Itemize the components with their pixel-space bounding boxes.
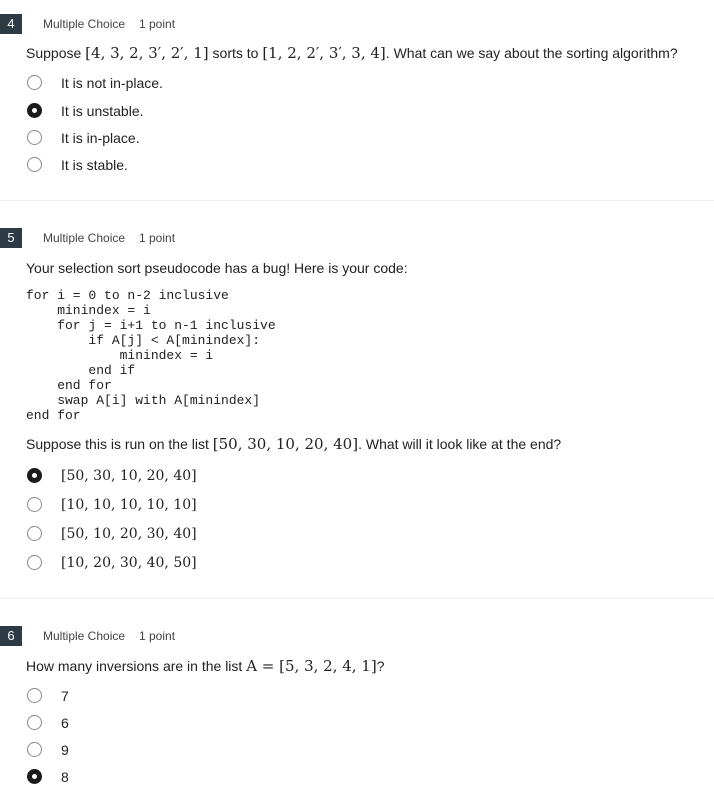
answer-label: 8 bbox=[61, 769, 69, 785]
answer-option[interactable] bbox=[26, 687, 426, 707]
radio-button[interactable] bbox=[27, 75, 42, 90]
question-number: 4 bbox=[0, 14, 22, 34]
answer-label: 7 bbox=[61, 688, 69, 704]
radio-button[interactable] bbox=[27, 497, 42, 512]
prompt-text: Suppose this is run on the list bbox=[26, 436, 213, 452]
answer-option[interactable] bbox=[26, 525, 426, 545]
question-4 bbox=[0, 14, 714, 173]
prompt-math-input: [4, 3, 2, 3′, 2′, 1] bbox=[85, 44, 209, 62]
radio-button-selected[interactable] bbox=[27, 103, 42, 118]
question-points: 1 point bbox=[139, 231, 176, 245]
answer-label: 9 bbox=[61, 742, 69, 758]
prompt-math: A = [5, 3, 2, 4, 1] bbox=[246, 657, 377, 675]
answer-label: It is unstable. bbox=[61, 103, 144, 119]
prompt-math-output: [1, 2, 2′, 3′, 3, 4] bbox=[262, 44, 386, 62]
prompt-text: How many inversions are in the list bbox=[26, 658, 247, 674]
prompt-text-end: . What will it look like at the end? bbox=[358, 436, 562, 452]
radio-button[interactable] bbox=[27, 526, 42, 541]
radio-button-selected[interactable] bbox=[27, 468, 42, 483]
question-prompt bbox=[26, 44, 678, 62]
radio-button[interactable] bbox=[27, 157, 42, 172]
answer-option[interactable] bbox=[26, 129, 426, 149]
question-type: Multiple Choice bbox=[43, 231, 126, 245]
answer-option[interactable] bbox=[26, 156, 426, 176]
answer-option[interactable] bbox=[26, 768, 426, 788]
radio-button[interactable] bbox=[27, 715, 42, 730]
question-divider bbox=[0, 598, 714, 599]
prompt-text-end: . What can we say about the sorting algorithm? bbox=[385, 45, 678, 61]
prompt-text-end: ? bbox=[376, 658, 385, 674]
question-6 bbox=[0, 626, 714, 785]
answer-label: [50, 30, 10, 20, 40] bbox=[61, 468, 197, 484]
prompt-text: Suppose bbox=[26, 45, 86, 61]
answer-label: 6 bbox=[61, 715, 69, 731]
question-number: 5 bbox=[0, 228, 22, 248]
answer-option[interactable] bbox=[26, 102, 426, 122]
prompt-math: [50, 30, 10, 20, 40] bbox=[212, 435, 359, 453]
question-5 bbox=[0, 228, 714, 571]
answer-label: [10, 10, 10, 10, 10] bbox=[61, 497, 197, 513]
answer-label: It is in-place. bbox=[61, 130, 140, 146]
answer-label: [50, 10, 20, 30, 40] bbox=[61, 526, 197, 542]
answer-option[interactable] bbox=[26, 741, 426, 761]
radio-button-selected[interactable] bbox=[27, 769, 42, 784]
question-prompt bbox=[26, 657, 385, 675]
question-intro: Your selection sort pseudocode has a bug! Here is your code: bbox=[26, 260, 408, 276]
answer-option[interactable] bbox=[26, 467, 426, 487]
question-header bbox=[0, 228, 714, 248]
question-type: Multiple Choice bbox=[43, 17, 126, 31]
answer-label: [10, 20, 30, 40, 50] bbox=[61, 555, 197, 571]
answer-option[interactable] bbox=[26, 496, 426, 516]
question-points: 1 point bbox=[139, 17, 176, 31]
answer-option[interactable] bbox=[26, 714, 426, 734]
question-number: 6 bbox=[0, 626, 22, 646]
question-header bbox=[0, 14, 714, 34]
radio-button[interactable] bbox=[27, 555, 42, 570]
question-points: 1 point bbox=[139, 629, 176, 643]
question-prompt bbox=[26, 435, 561, 453]
radio-button[interactable] bbox=[27, 130, 42, 145]
prompt-text-mid: sorts to bbox=[208, 45, 263, 61]
question-header bbox=[0, 626, 714, 646]
code-block: for i = 0 to n-2 inclusive minindex = i for j = i+1 to n-1 inclusive if A[j] < A[minindex]: minindex = i end if end for swap A[i] with A[minindex] end for bbox=[26, 288, 276, 423]
answer-label: It is stable. bbox=[61, 157, 128, 173]
answer-option[interactable] bbox=[26, 74, 426, 94]
question-type: Multiple Choice bbox=[43, 629, 126, 643]
radio-button[interactable] bbox=[27, 742, 42, 757]
answer-label: It is not in-place. bbox=[61, 75, 163, 91]
question-divider bbox=[0, 200, 714, 201]
radio-button[interactable] bbox=[27, 688, 42, 703]
answer-option[interactable] bbox=[26, 554, 426, 574]
